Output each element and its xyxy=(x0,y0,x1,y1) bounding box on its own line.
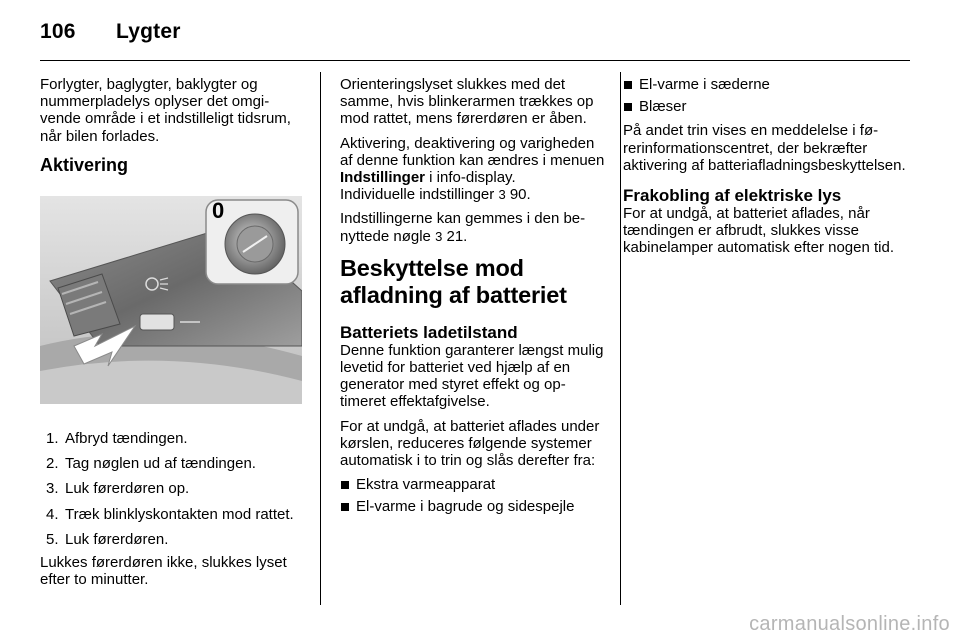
column-divider xyxy=(320,72,321,605)
list-item: El-varme i sæderne xyxy=(623,76,907,93)
column-1 xyxy=(40,76,304,595)
bullet-list xyxy=(340,476,606,515)
list-item: Blæser xyxy=(623,98,907,115)
paragraph: Aktivering, deaktivering og varigheden af denne funktion kan ændres i menuen Indstillinger i info-display. Individuelle indstillinger 3 90. xyxy=(340,134,605,204)
paragraph: Denne funktion garanterer længst mulig levetid for batteriet ved hjælp af en generator med styret effekt og optimeret effektafgivelse. xyxy=(340,341,604,411)
page-header xyxy=(40,20,181,44)
watermark: carmanualsonline.info xyxy=(749,613,950,635)
bullet-square-icon xyxy=(624,81,632,89)
paragraph: For at undgå, at batteriet aflades, når tændingen er afbrudt, slukkes visse kabinelamper automatisk efter nogen tid. xyxy=(623,205,894,257)
reference-arrow-icon: 3 xyxy=(435,228,443,244)
page-title: Lygter xyxy=(116,20,181,43)
column-2 xyxy=(340,76,606,523)
paragraph: På andet trin vises en meddelelse i førerinformationscentret, der bekræfter aktivering af batteriafladningsbeskyttelsen. xyxy=(623,122,906,174)
list-item: Ekstra varmeapparat xyxy=(340,476,606,493)
bullet-square-icon xyxy=(341,481,349,489)
header-rule xyxy=(40,60,910,61)
outro-paragraph: Lukkes førerdøren ikke, slukkes lyset efter to minutter. xyxy=(40,554,287,589)
page-number: 106 xyxy=(40,20,76,43)
column-3 xyxy=(623,76,907,264)
paragraph: Indstillingerne kan gemmes i den benyttede nøgle 3 21. xyxy=(340,210,586,245)
step-item: 4. Træk blinklyskontakten mod rattet. xyxy=(46,505,294,523)
steps-list xyxy=(40,430,304,548)
bullet-square-icon xyxy=(341,503,349,511)
subheading: Frakobling af elektriske lys xyxy=(623,186,842,206)
figure-zero-label: 0 xyxy=(212,198,225,224)
bullet-square-icon xyxy=(624,103,632,111)
illustration-turn-signal-lever xyxy=(40,196,302,404)
section-heading-aktivering: Aktivering xyxy=(40,154,129,175)
reference-arrow-icon: 3 xyxy=(498,187,506,203)
menu-name: Indstillinger xyxy=(340,169,426,187)
intro-paragraph: Forlygter, baglygter, baklygter og nummerpladelys oplyser det omgivende område i et indstilleligt tidsrum, når bilen forlades. xyxy=(40,76,291,145)
step-item: 2. Tag nøglen ud af tændingen. xyxy=(46,455,256,473)
page-reference-link[interactable]: 90. xyxy=(509,186,531,204)
subheading: Batteriets ladetilstand xyxy=(340,322,518,342)
step-item: 3. Luk førerdøren op. xyxy=(46,480,190,498)
page-reference-link[interactable]: 21. xyxy=(446,227,468,245)
bullet-list xyxy=(623,76,907,115)
step-item: 1. Afbryd tændingen. xyxy=(46,430,188,448)
paragraph: Orienteringslyset slukkes med det samme, hvis blinkerarmen trækkes op mod rattet, mens førerdøren er åben. xyxy=(340,76,594,128)
lever-illustration xyxy=(40,196,302,404)
column-divider xyxy=(620,72,621,605)
paragraph: For at undgå, at batteriet aflades under kørslen, reduceres følgende systemer automatisk i to trin og slås derefter fra: xyxy=(340,417,600,470)
section-title: Beskyttelse mod afladning af batteriet xyxy=(340,254,567,308)
step-item: 5. Luk førerdøren. xyxy=(46,530,169,548)
list-item: El-varme i bagrude og sidespejle xyxy=(340,498,606,515)
